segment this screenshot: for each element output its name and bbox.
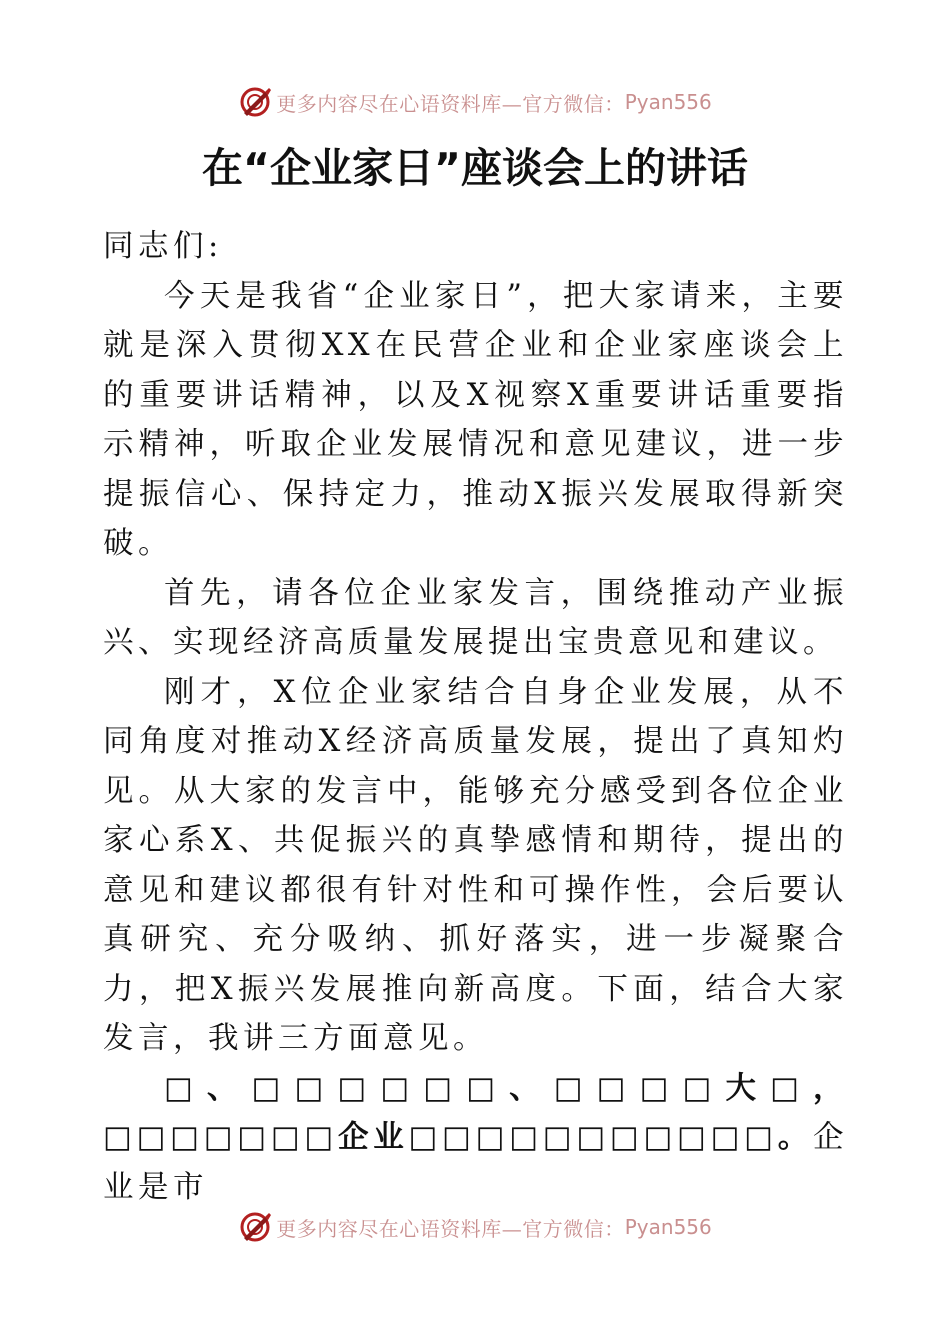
section-continuation: 企业是市 <box>103 1120 848 1205</box>
paragraph-3: 刚才，X位企业家结合自身企业发展，从不同角度对推动X经济高质量发展，提出了真知灼见。从大家的发言中，能够充分感受到各位企业家心系X、共促振兴的真挚感情和期待，提出的意见和建议都很有针对性和可操作性，会后要认真研究、充分吸纳、抓好落实，进一步凝聚合力，把X振兴发展推向新高度。下面，结合大家发言，我讲三方面意见。 <box>103 674 848 1056</box>
document-title: 在“企业家日”座谈会上的讲话 <box>202 144 748 192</box>
pen-circle-icon <box>238 1210 272 1244</box>
section-heading: □、□□□□□□、□□□□大□，□□□□□□□企业□□□□□□□□□□□。 <box>103 1070 848 1155</box>
watermark-text: 更多内容尽在心语资料库—官方微信： <box>276 91 625 116</box>
paragraph-1: 今天是我省“企业家日”，把大家请来，主要就是深入贯彻XX在民营企业和企业家座谈会上的重要讲话精神，以及X视察X重要讲话重要指示精神，听取企业发展情况和意见建议，进一步提振信心、保持定力，推动X振兴发展取得新突破。 <box>103 278 848 561</box>
paragraph-2: 首先，请各位企业家发言，围绕推动产业振兴、实现经济高质量发展提出宝贵意见和建议。 <box>103 575 848 660</box>
document-body <box>103 222 848 1212</box>
pen-circle-icon <box>238 85 272 119</box>
header-watermark <box>0 84 950 120</box>
salutation: 同志们: <box>103 229 223 264</box>
footer-watermark <box>0 1209 950 1245</box>
section-heading-paragraph <box>103 1064 848 1213</box>
watermark-text: 更多内容尽在心语资料库—官方微信： <box>276 1216 625 1241</box>
watermark-handle: Pyan556 <box>624 90 712 114</box>
watermark-handle: Pyan556 <box>624 1215 712 1239</box>
